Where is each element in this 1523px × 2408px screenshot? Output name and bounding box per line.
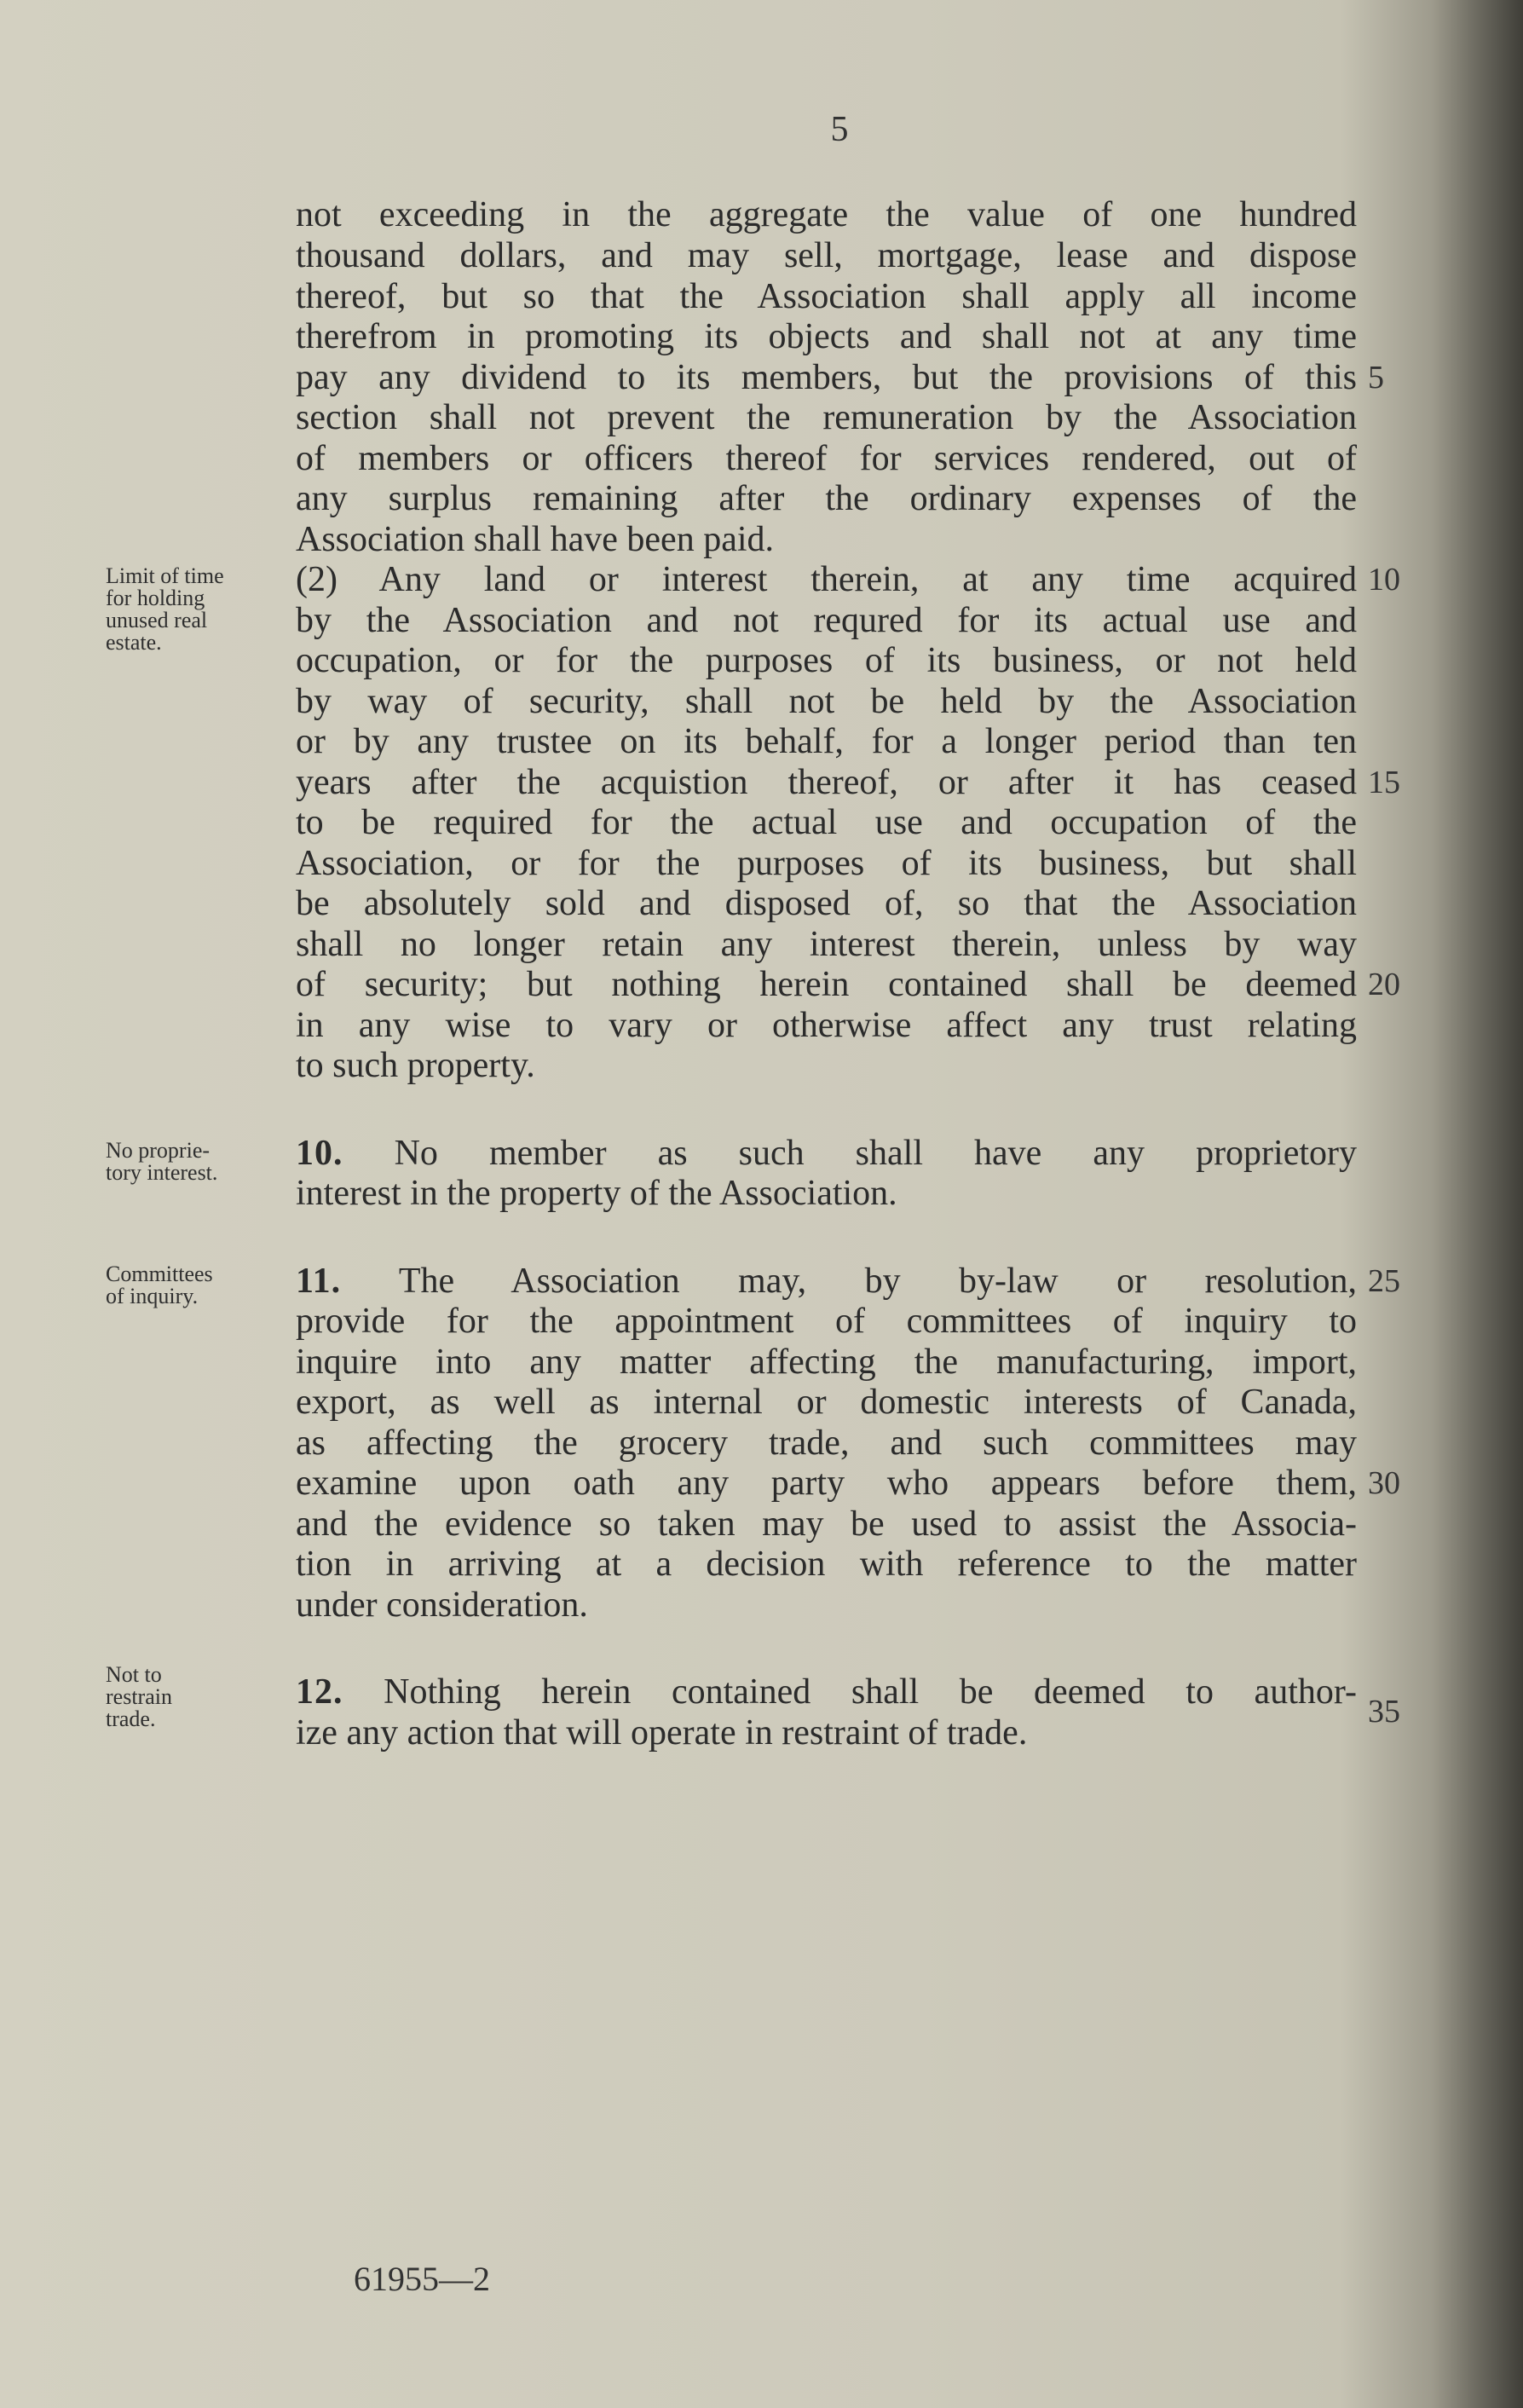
text-line [296, 317, 1357, 357]
text-line [296, 722, 1357, 762]
line-text: inquire into any matter affecting the manufacturing, import, [296, 1343, 1357, 1382]
section-start-line [296, 1262, 1357, 1302]
line-text: to be required for the actual use and occupation of the [296, 803, 1357, 842]
margin-line-number: 30 [1368, 1465, 1400, 1501]
line-text: years after the acquistion thereof, or after it has ceased [296, 763, 1357, 802]
margin-line-number: 15 [1368, 765, 1400, 800]
text-line [296, 1383, 1357, 1423]
text-line [296, 1585, 1357, 1626]
margin-note-line: No proprie- [106, 1138, 211, 1163]
margin-line-number: 35 [1368, 1694, 1400, 1729]
margin-note [106, 565, 289, 654]
text-line [296, 803, 1357, 843]
text-line [296, 1504, 1357, 1545]
line-text: any surplus remaining after the ordinary expenses of the [296, 479, 1357, 518]
text-line [296, 195, 1357, 235]
text-line [296, 884, 1357, 924]
line-text: export, as well as internal or domestic interests of Canada, [296, 1383, 1357, 1422]
text-line [296, 560, 1357, 600]
text-line [296, 763, 1357, 803]
line-text: (2) Any land or interest therein, at any time acquired [296, 560, 1357, 599]
margin-note-line: Limit of time [106, 563, 224, 588]
text-line [296, 682, 1357, 722]
line-text: section shall not prevent the remuneration by the Association [296, 398, 1357, 437]
text-line [296, 1343, 1357, 1383]
line-text: provide for the appointment of committees of inquiry to [296, 1302, 1357, 1341]
section-number: 10. [296, 1134, 343, 1173]
text-line [296, 844, 1357, 884]
line-text: shall no longer retain any interest therein, unless by way [296, 925, 1357, 964]
line-text: examine upon oath any party who appears before them, [296, 1464, 1357, 1503]
text-line [296, 277, 1357, 317]
margin-note-line: Committees [106, 1262, 213, 1286]
line-text: of security; but nothing herein contained shall be deemed [296, 965, 1357, 1004]
section-start-line [296, 1672, 1357, 1712]
line-text: Association shall have been paid. [296, 520, 775, 559]
text-line [296, 1006, 1357, 1046]
line-text: be absolutely sold and disposed of, so that the Association [296, 884, 1357, 923]
line-text: as affecting the grocery trade, and such committees may [296, 1423, 1357, 1463]
line-text: not exceeding in the aggregate the value of one hundred [296, 195, 1357, 234]
line-text: pay any dividend to its members, but the provisions of this [296, 358, 1357, 397]
margin-note-line: trade. [106, 1706, 156, 1731]
margin-note-line: for holding [106, 586, 205, 610]
line-text: to such property. [296, 1046, 535, 1085]
line-text: therefrom in promoting its objects and shall not at any time [296, 317, 1357, 356]
text-line [296, 1713, 1357, 1753]
margin-note [106, 1263, 289, 1308]
margin-note-line: of inquiry. [106, 1284, 199, 1308]
margin-note [106, 1140, 289, 1184]
line-text: under consideration. [296, 1585, 588, 1625]
text-line [296, 1464, 1357, 1504]
line-text: ize any action that will operate in restraint of trade. [296, 1713, 1028, 1753]
text-line [296, 965, 1357, 1005]
margin-line-number: 25 [1368, 1263, 1400, 1299]
text-line [296, 358, 1357, 398]
line-text: by way of security, shall not be held by the Association [296, 682, 1357, 721]
text-line [296, 1046, 1357, 1086]
line-text: interest in the property of the Association. [296, 1174, 897, 1213]
line-text: No member as such shall have any proprietory [394, 1134, 1358, 1173]
line-text: Association, or for the purposes of its business, but shall [296, 844, 1357, 883]
text-line [296, 601, 1357, 641]
print-code: 61955—2 [354, 2260, 490, 2298]
text-line [296, 439, 1357, 479]
margin-note [106, 1664, 289, 1730]
text-line [296, 520, 1357, 560]
text-line [296, 1423, 1357, 1464]
line-text: by the Association and not requred for its actual use and [296, 601, 1357, 640]
margin-note-line: Not to [106, 1662, 162, 1687]
line-text: Nothing herein contained shall be deemed to author- [384, 1672, 1357, 1712]
line-text: thereof, but so that the Association shall apply all income [296, 277, 1357, 316]
text-line [296, 236, 1357, 276]
text-line [296, 479, 1357, 519]
line-text: The Association may, by by-law or resolution, [398, 1262, 1357, 1301]
line-text: tion in arriving at a decision with reference to the matter [296, 1545, 1357, 1584]
margin-note-line: restrain [106, 1684, 172, 1709]
text-line [296, 1174, 1357, 1214]
section-number: 11. [296, 1262, 342, 1301]
line-text: and the evidence so taken may be used to assist the Associa- [296, 1504, 1357, 1544]
line-text: in any wise to vary or otherwise affect any trust relating [296, 1006, 1357, 1045]
line-text: of members or officers thereof for services rendered, out of [296, 439, 1357, 478]
margin-line-number: 5 [1368, 360, 1384, 396]
line-text: thousand dollars, and may sell, mortgage, lease and dispose [296, 236, 1357, 275]
line-text: occupation, or for the purposes of its business, or not held [296, 641, 1357, 680]
margin-line-number: 20 [1368, 967, 1400, 1002]
text-line [296, 925, 1357, 965]
page-number: 5 [830, 110, 849, 149]
margin-note-line: unused real [106, 608, 208, 632]
section-start-line [296, 1134, 1357, 1174]
line-text: or by any trustee on its behalf, for a longer period than ten [296, 722, 1357, 761]
section-number: 12. [296, 1672, 343, 1712]
text-line [296, 398, 1357, 438]
text-line [296, 641, 1357, 681]
margin-note-line: estate. [106, 630, 162, 655]
margin-line-number: 10 [1368, 562, 1400, 598]
text-line [296, 1545, 1357, 1585]
margin-note-line: tory interest. [106, 1160, 218, 1185]
text-line [296, 1302, 1357, 1342]
